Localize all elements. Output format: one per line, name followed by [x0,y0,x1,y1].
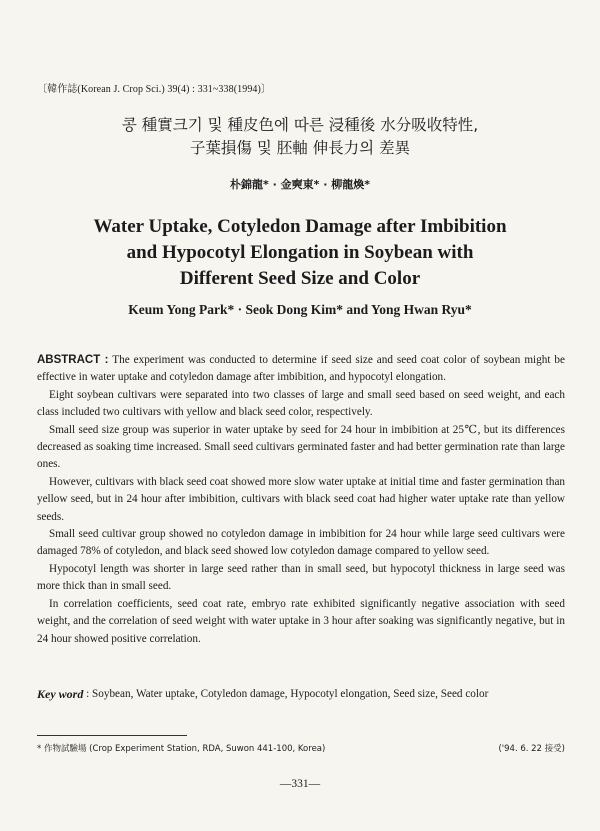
english-title-line-3: Different Seed Size and Color [179,268,421,289]
abstract-paragraph-4: However, cultivars with black seed coat showed more slow water uptake at initial time and faster germination than yellow seed, but in 24 hour after imbibition, cultivars with black seed coat had higher water uptake rate than yellow seeds. [37,475,565,523]
abstract-paragraph-7: In correlation coefficients, seed coat rate, embryo rate exhibited significantly negative association with seed weight, and the correlation of seed weight with water uptake in 3 hour after soaking was significantly negative, but in 24 hour showed positive correlation. [37,597,565,645]
korean-authors: 朴錦龍* · 金奭東* · 柳龍煥* [230,178,370,191]
abstract-paragraph-1 [37,352,565,387]
journal-citation: 〔韓作誌(Korean J. Crop Sci.) 39(4) : 331~338(1994)〕 [37,84,272,95]
english-title-line-1: Water Uptake, Cotyledon Damage after Imbibition [93,216,507,237]
page-number: —331— [279,778,321,790]
abstract-paragraph-2: Eight soybean cultivars were separated into two classes of large and small seed based on seed weight, and each class included two cultivars with yellow and black seed color, respectively. [37,388,565,419]
footnote [37,742,565,754]
abstract [37,352,565,648]
korean-title-line-1: 콩 種實크기 및 種皮色에 따른 浸種後 水分吸收特性, [121,116,479,134]
abstract-paragraph-6: Hypocotyl length was shorter in large seed rather than in small seed, but hypocotyl thickness in large seed was more thick than in small seed. [37,562,565,593]
korean-title-line-2: 子葉損傷 및 胚軸 伸長力의 差異 [189,139,411,157]
keywords [37,686,565,703]
abstract-text-1: The experiment was conducted to determine if seed size and seed coat color of soybean might be effective in water uptake and cotyledon damage after imbibition, and hypocotyl elongation. [37,354,565,384]
keyword-colon: : [83,688,93,700]
footnote-affiliation: * 作物試驗場 (Crop Experiment Station, RDA, Suwon 441-100, Korea) [37,744,326,754]
abstract-paragraph-5: Small seed cultivar group showed no cotyledon damage in imbibition for 24 hour while large seed cultivars were damaged 78% of cotyledon, and black seed showed low cotyledon damage compared to yellow seed. [37,528,565,558]
english-title-line-2: and Hypocotyl Elongation in Soybean with [126,242,474,263]
keyword-text: Soybean, Water uptake, Cotyledon damage, Hypocotyl elongation, Seed size, Seed color [92,688,489,700]
footnote-divider [37,735,187,736]
footnote-received-date: ('94. 6. 22 接受) [498,744,565,754]
keyword-label: Key word [37,687,84,701]
abstract-label: ABSTRACT : [37,354,109,366]
abstract-paragraph-3: Small seed size group was superior in water uptake by seed for 24 hour in imbibition at 25℃, but its differences decreased as soaking time increased. Small seed cultivars germinated faster and had better germination rate than large ones. [37,423,565,471]
english-authors: Keum Yong Park* · Seok Dong Kim* and Yong Hwan Ryu* [128,302,472,317]
